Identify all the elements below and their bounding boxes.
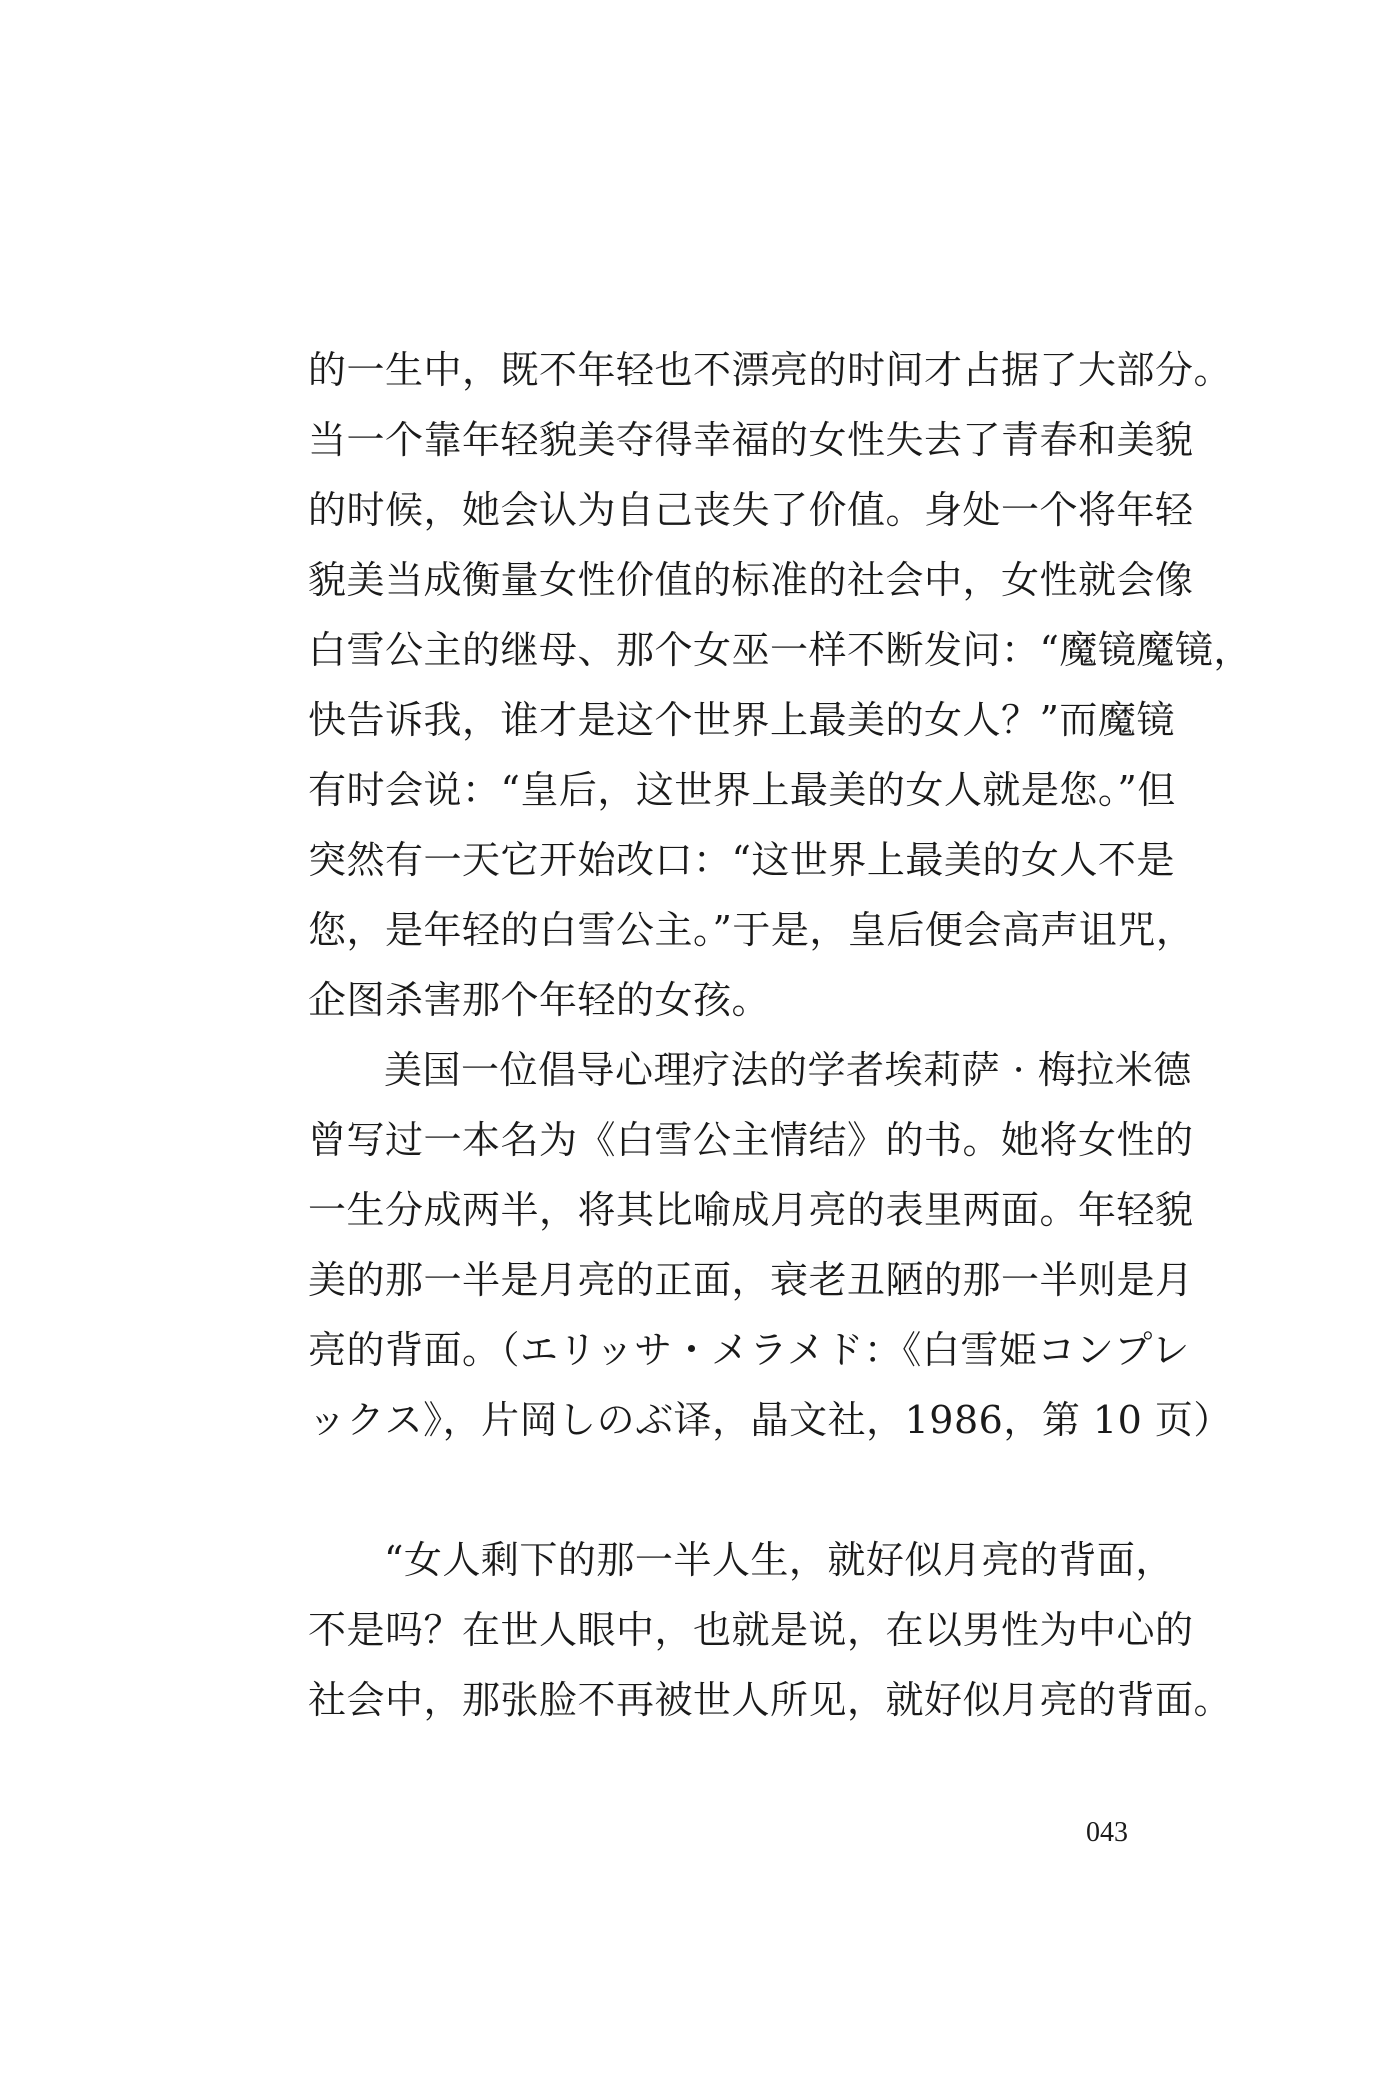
text-line: 貌美当成衡量女性价值的标准的社会中，女性就会像 [308, 558, 1194, 602]
text-line: 企图杀害那个年轻的女孩。 [308, 978, 771, 1022]
text-line: 社会中，那张脸不再被世人所见，就好似月亮的背面。 [308, 1678, 1233, 1722]
text-line: 当一个靠年轻貌美夺得幸福的女性失去了青春和美貌 [308, 418, 1194, 462]
text-line: 突然有一天它开始改口：“这世界上最美的女人不是 [308, 838, 1175, 882]
text-line: 快告诉我，谁才是这个世界上最美的女人？”而魔镜 [308, 698, 1175, 742]
text-line: 曾写过一本名为《白雪公主情结》的书。她将女性的 [308, 1118, 1194, 1162]
text-line: 的一生中，既不年轻也不漂亮的时间才占据了大部分。 [308, 348, 1233, 392]
text-line: 您，是年轻的白雪公主。”于是，皇后便会高声诅咒， [308, 908, 1195, 952]
text-line: 美的那一半是月亮的正面，衰老丑陋的那一半则是月 [308, 1258, 1194, 1302]
page-number: 043 [1086, 1817, 1128, 1848]
text-line: ックス》，片岡しのぶ译，晶文社，1986，第 10 页） [308, 1398, 1232, 1442]
text-line: 一生分成两半，将其比喻成月亮的表里两面。年轻貌 [308, 1188, 1194, 1232]
text-line: 有时会说：“皇后，这世界上最美的女人就是您。”但 [308, 768, 1176, 812]
text-line: 不是吗？在世人眼中，也就是说，在以男性为中心的 [308, 1608, 1194, 1652]
text-line: 亮的背面。（エリッサ・メラメド：《白雪姫コンプレ [308, 1328, 1190, 1372]
text-line: 白雪公主的继母、那个女巫一样不断发问：“魔镜魔镜， [308, 628, 1252, 672]
text-line: “女人剩下的那一半人生，就好似月亮的背面， [384, 1538, 1174, 1582]
text-line: 美国一位倡导心理疗法的学者埃莉萨 · 梅拉米德 [384, 1048, 1192, 1092]
text-line: 的时候，她会认为自己丧失了价值。身处一个将年轻 [308, 488, 1194, 532]
